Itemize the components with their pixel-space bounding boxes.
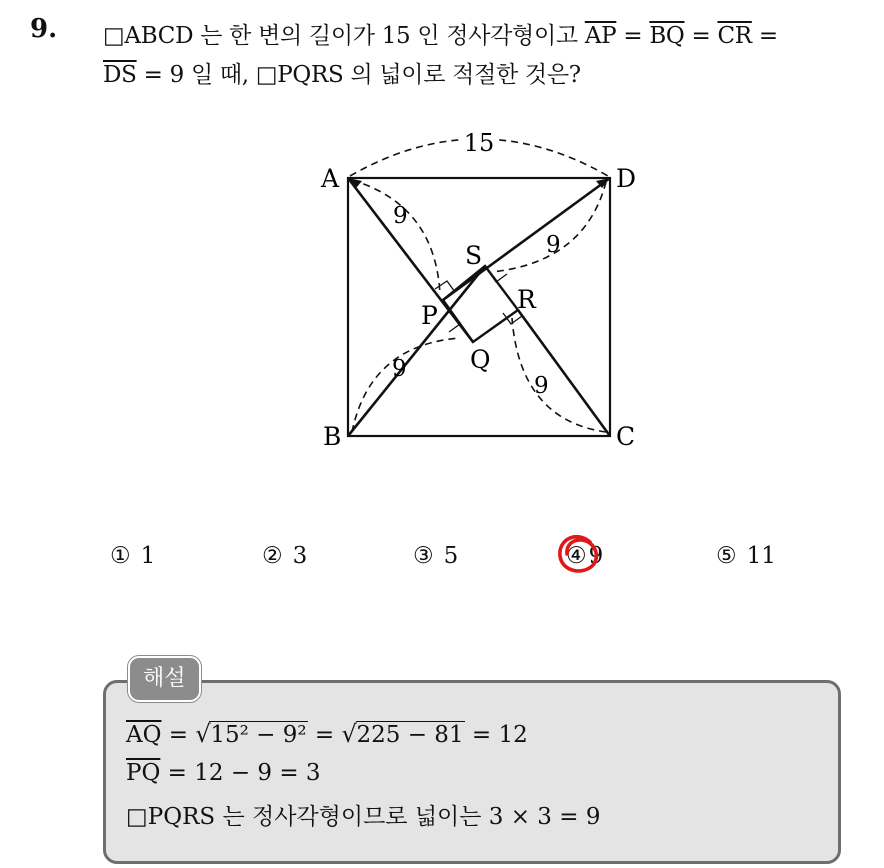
segment-aq: $\overline{AQ}$ (126, 722, 162, 748)
vertex-label-q: Q (470, 345, 491, 374)
choice-value-3: 5 (443, 543, 459, 569)
vertex-label-b: B (323, 422, 342, 451)
pq-calculation: = 12 − 9 = 3 (160, 760, 321, 786)
choice-2[interactable] (262, 543, 307, 569)
choice-mark-3: ③ (413, 543, 434, 569)
square-abcd (348, 178, 610, 436)
radicand-1: 15² − 9² (210, 722, 307, 748)
segment-ds: $\overline{DS}$ (103, 62, 137, 88)
choice-value-2: 3 (292, 543, 308, 569)
choice-value-5: 11 (746, 543, 776, 569)
choice-mark-4: ④ (566, 543, 587, 569)
question-line-2 (103, 56, 581, 89)
vertex-label-c: C (616, 422, 636, 451)
radicand-2: 225 − 81 (356, 722, 464, 748)
explanation-line-1 (126, 722, 528, 748)
choice-mark-1: ① (110, 543, 131, 569)
choice-4[interactable] (566, 543, 603, 569)
vertex-label-a: A (321, 164, 340, 193)
segment-cr: $\overline{CR}$ (717, 23, 752, 49)
side-label-15: 15 (463, 129, 495, 157)
segment-bs-line (348, 266, 485, 436)
dashed-arc-ap (352, 180, 440, 294)
equals-sign: = (684, 23, 718, 49)
segment-cr-line (518, 310, 610, 436)
segment-ap: $\overline{AP}$ (584, 23, 617, 49)
choice-1[interactable] (110, 543, 155, 569)
explanation-line-3: □PQRS 는 정사각형이므로 넓이는 3 × 3 = 9 (126, 804, 601, 830)
question-text-suffix: = 9 일 때, □PQRS 의 넓이로 적절한 것은? (136, 62, 581, 88)
answer-choices (0, 543, 884, 579)
equals-sign: = (751, 23, 778, 49)
segment-label-bq: 9 (392, 356, 407, 382)
sqrt-expression-1 (195, 722, 307, 748)
vertex-label-p: P (421, 301, 438, 330)
arrowhead-a (348, 178, 362, 188)
right-angle-mark-p (435, 281, 455, 292)
aq-result: = 12 (464, 722, 528, 748)
dashed-arc-bq (352, 338, 460, 432)
equals-sign: = (616, 23, 650, 49)
question-line-1 (103, 17, 778, 50)
choice-value-4: 9 (588, 543, 604, 569)
segment-label-ap: 9 (393, 203, 408, 229)
explanation-tag: 해설 (128, 656, 201, 702)
dashed-arc-cr (512, 318, 606, 432)
choice-value-1: 1 (140, 543, 156, 569)
equals-sign: = (161, 722, 196, 748)
choice-5[interactable] (716, 543, 776, 569)
explanation-line-2 (126, 760, 321, 786)
segment-dp-line (443, 178, 610, 300)
segment-label-cr: 9 (534, 373, 549, 399)
segment-pq: $\overline{PQ}$ (126, 760, 161, 786)
dashed-arc-ds (492, 182, 606, 272)
choice-mark-5: ⑤ (716, 543, 737, 569)
vertex-label-d: D (616, 164, 637, 193)
vertex-label-s: S (465, 241, 483, 270)
sqrt-expression-2 (342, 722, 465, 748)
segment-label-ds: 9 (546, 232, 561, 258)
question-number: 9. (30, 14, 58, 44)
equals-sign: = (307, 722, 342, 748)
question-text-prefix: □ABCD 는 한 변의 길이가 15 인 정사각형이고 (103, 23, 585, 49)
square-figure (300, 110, 660, 470)
vertex-label-r: R (517, 285, 536, 314)
choice-mark-2: ② (262, 543, 283, 569)
choice-3[interactable] (413, 543, 458, 569)
segment-bq: $\overline{BQ}$ (649, 23, 685, 49)
